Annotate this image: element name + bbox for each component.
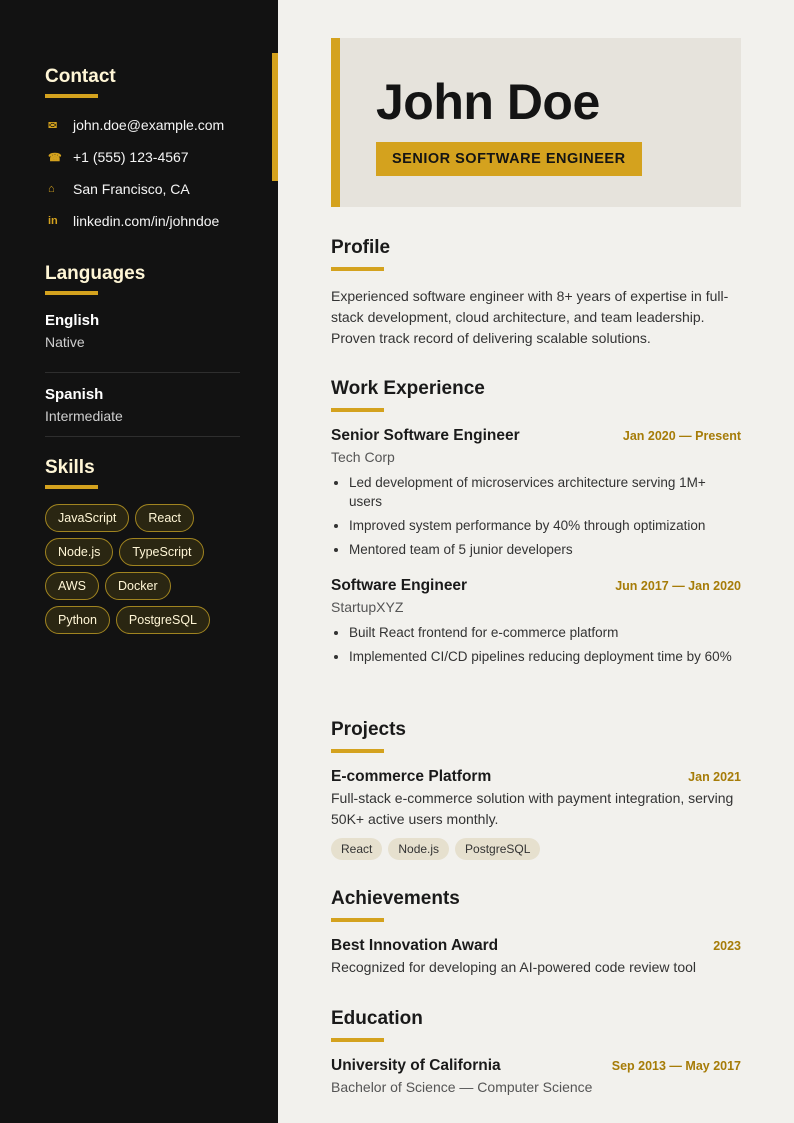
projects-heading: Projects — [331, 719, 406, 740]
mail-icon: ✉ — [48, 119, 58, 132]
contact-linkedin-text: linkedin.com/in/johndoe — [73, 213, 220, 229]
achievements-section — [331, 887, 741, 978]
project-title: E-commerce Platform — [331, 768, 492, 785]
job-title: Software Engineer — [331, 577, 468, 594]
skills-heading: Skills — [45, 457, 95, 478]
skills-section — [45, 457, 240, 634]
education-date: Sep 2013 — May 2017 — [611, 1059, 741, 1073]
heading-underline — [45, 485, 98, 489]
candidate-name: John Doe — [376, 74, 600, 130]
skill-pill: PostgreSQL — [116, 606, 210, 634]
project-tag: PostgreSQL — [455, 838, 540, 860]
achievement-title: Best Innovation Award — [331, 937, 499, 954]
achievement-entry — [331, 937, 741, 978]
project-date: Jan 2021 — [688, 770, 741, 784]
linkedin-icon: in — [48, 215, 58, 227]
heading-underline — [45, 94, 98, 98]
language-name: English — [45, 312, 100, 329]
achievements-heading: Achievements — [331, 888, 460, 909]
job-bullet: Led development of microservices architecture serving 1M+ users — [331, 473, 741, 511]
heading-underline — [331, 1038, 384, 1042]
contact-email-text: john.doe@example.com — [73, 117, 225, 133]
phone-icon: ☎ — [48, 151, 62, 164]
profile-section — [331, 236, 741, 349]
projects-section — [331, 718, 741, 860]
skill-pill: React — [135, 504, 194, 532]
languages-section — [45, 263, 240, 437]
profile-text: Experienced software engineer with 8+ years of expertise in full-stack development, cloud architecture, and team leadership. Proven track record of delivering scalable solutions. — [331, 288, 729, 346]
school-name: University of California — [331, 1057, 501, 1074]
contact-section — [45, 66, 240, 237]
heading-underline — [331, 267, 384, 271]
experience-entry — [331, 577, 741, 666]
heading-underline — [331, 918, 384, 922]
skill-pill: Python — [45, 606, 110, 634]
job-date: Jan 2020 — Present — [622, 429, 741, 443]
home-icon: ⌂ — [48, 183, 55, 195]
job-title: Senior Software Engineer — [331, 427, 520, 444]
contact-phone-text: +1 (555) 123-4567 — [73, 149, 189, 165]
experience-entry — [331, 427, 741, 559]
language-level: Native — [45, 334, 85, 350]
skill-pill: AWS — [45, 572, 99, 600]
contact-linkedin[interactable] — [45, 205, 240, 237]
heading-underline — [331, 749, 384, 753]
job-date: Jun 2017 — Jan 2020 — [615, 579, 741, 593]
company-name: Tech Corp — [331, 449, 395, 465]
contact-phone[interactable] — [45, 141, 240, 173]
education-section — [331, 1007, 741, 1095]
experience-section — [331, 377, 741, 671]
project-entry — [331, 768, 741, 860]
contact-email[interactable] — [45, 109, 240, 141]
project-tag: Node.js — [388, 838, 449, 860]
skill-pill: TypeScript — [119, 538, 204, 566]
language-item — [45, 309, 240, 373]
degree: Bachelor of Science — Computer Science — [331, 1079, 593, 1095]
language-item — [45, 373, 240, 437]
achievement-date: 2023 — [713, 939, 741, 953]
header-accent-bar — [331, 38, 340, 207]
project-description: Full-stack e-commerce solution with payment integration, serving 50K+ active users monthly. — [331, 790, 734, 827]
sidebar-accent-bar — [272, 53, 278, 181]
name-header — [331, 38, 741, 207]
education-entry — [331, 1057, 741, 1095]
profile-heading: Profile — [331, 237, 391, 258]
heading-underline — [331, 408, 384, 412]
languages-heading: Languages — [45, 263, 146, 284]
language-name: Spanish — [45, 386, 104, 403]
language-level: Intermediate — [45, 408, 123, 424]
contact-location-text: San Francisco, CA — [73, 181, 190, 197]
job-bullet: Built React frontend for e-commerce platform — [331, 623, 741, 642]
education-heading: Education — [331, 1008, 423, 1029]
job-bullet: Implemented CI/CD pipelines reducing deployment time by 60% — [331, 647, 741, 666]
skill-pill: Docker — [105, 572, 171, 600]
job-bullet: Mentored team of 5 junior developers — [331, 540, 741, 559]
contact-heading: Contact — [45, 66, 116, 87]
skill-pill: JavaScript — [45, 504, 129, 532]
job-title-badge: SENIOR SOFTWARE ENGINEER — [376, 142, 642, 176]
job-bullet: Improved system performance by 40% through optimization — [331, 516, 741, 535]
skill-pill: Node.js — [45, 538, 113, 566]
experience-heading: Work Experience — [331, 378, 485, 399]
sidebar — [0, 0, 278, 1123]
achievement-description: Recognized for developing an AI-powered code review tool — [331, 959, 697, 975]
contact-location — [45, 173, 240, 205]
company-name: StartupXYZ — [331, 599, 404, 615]
project-tag: React — [331, 838, 382, 860]
heading-underline — [45, 291, 98, 295]
